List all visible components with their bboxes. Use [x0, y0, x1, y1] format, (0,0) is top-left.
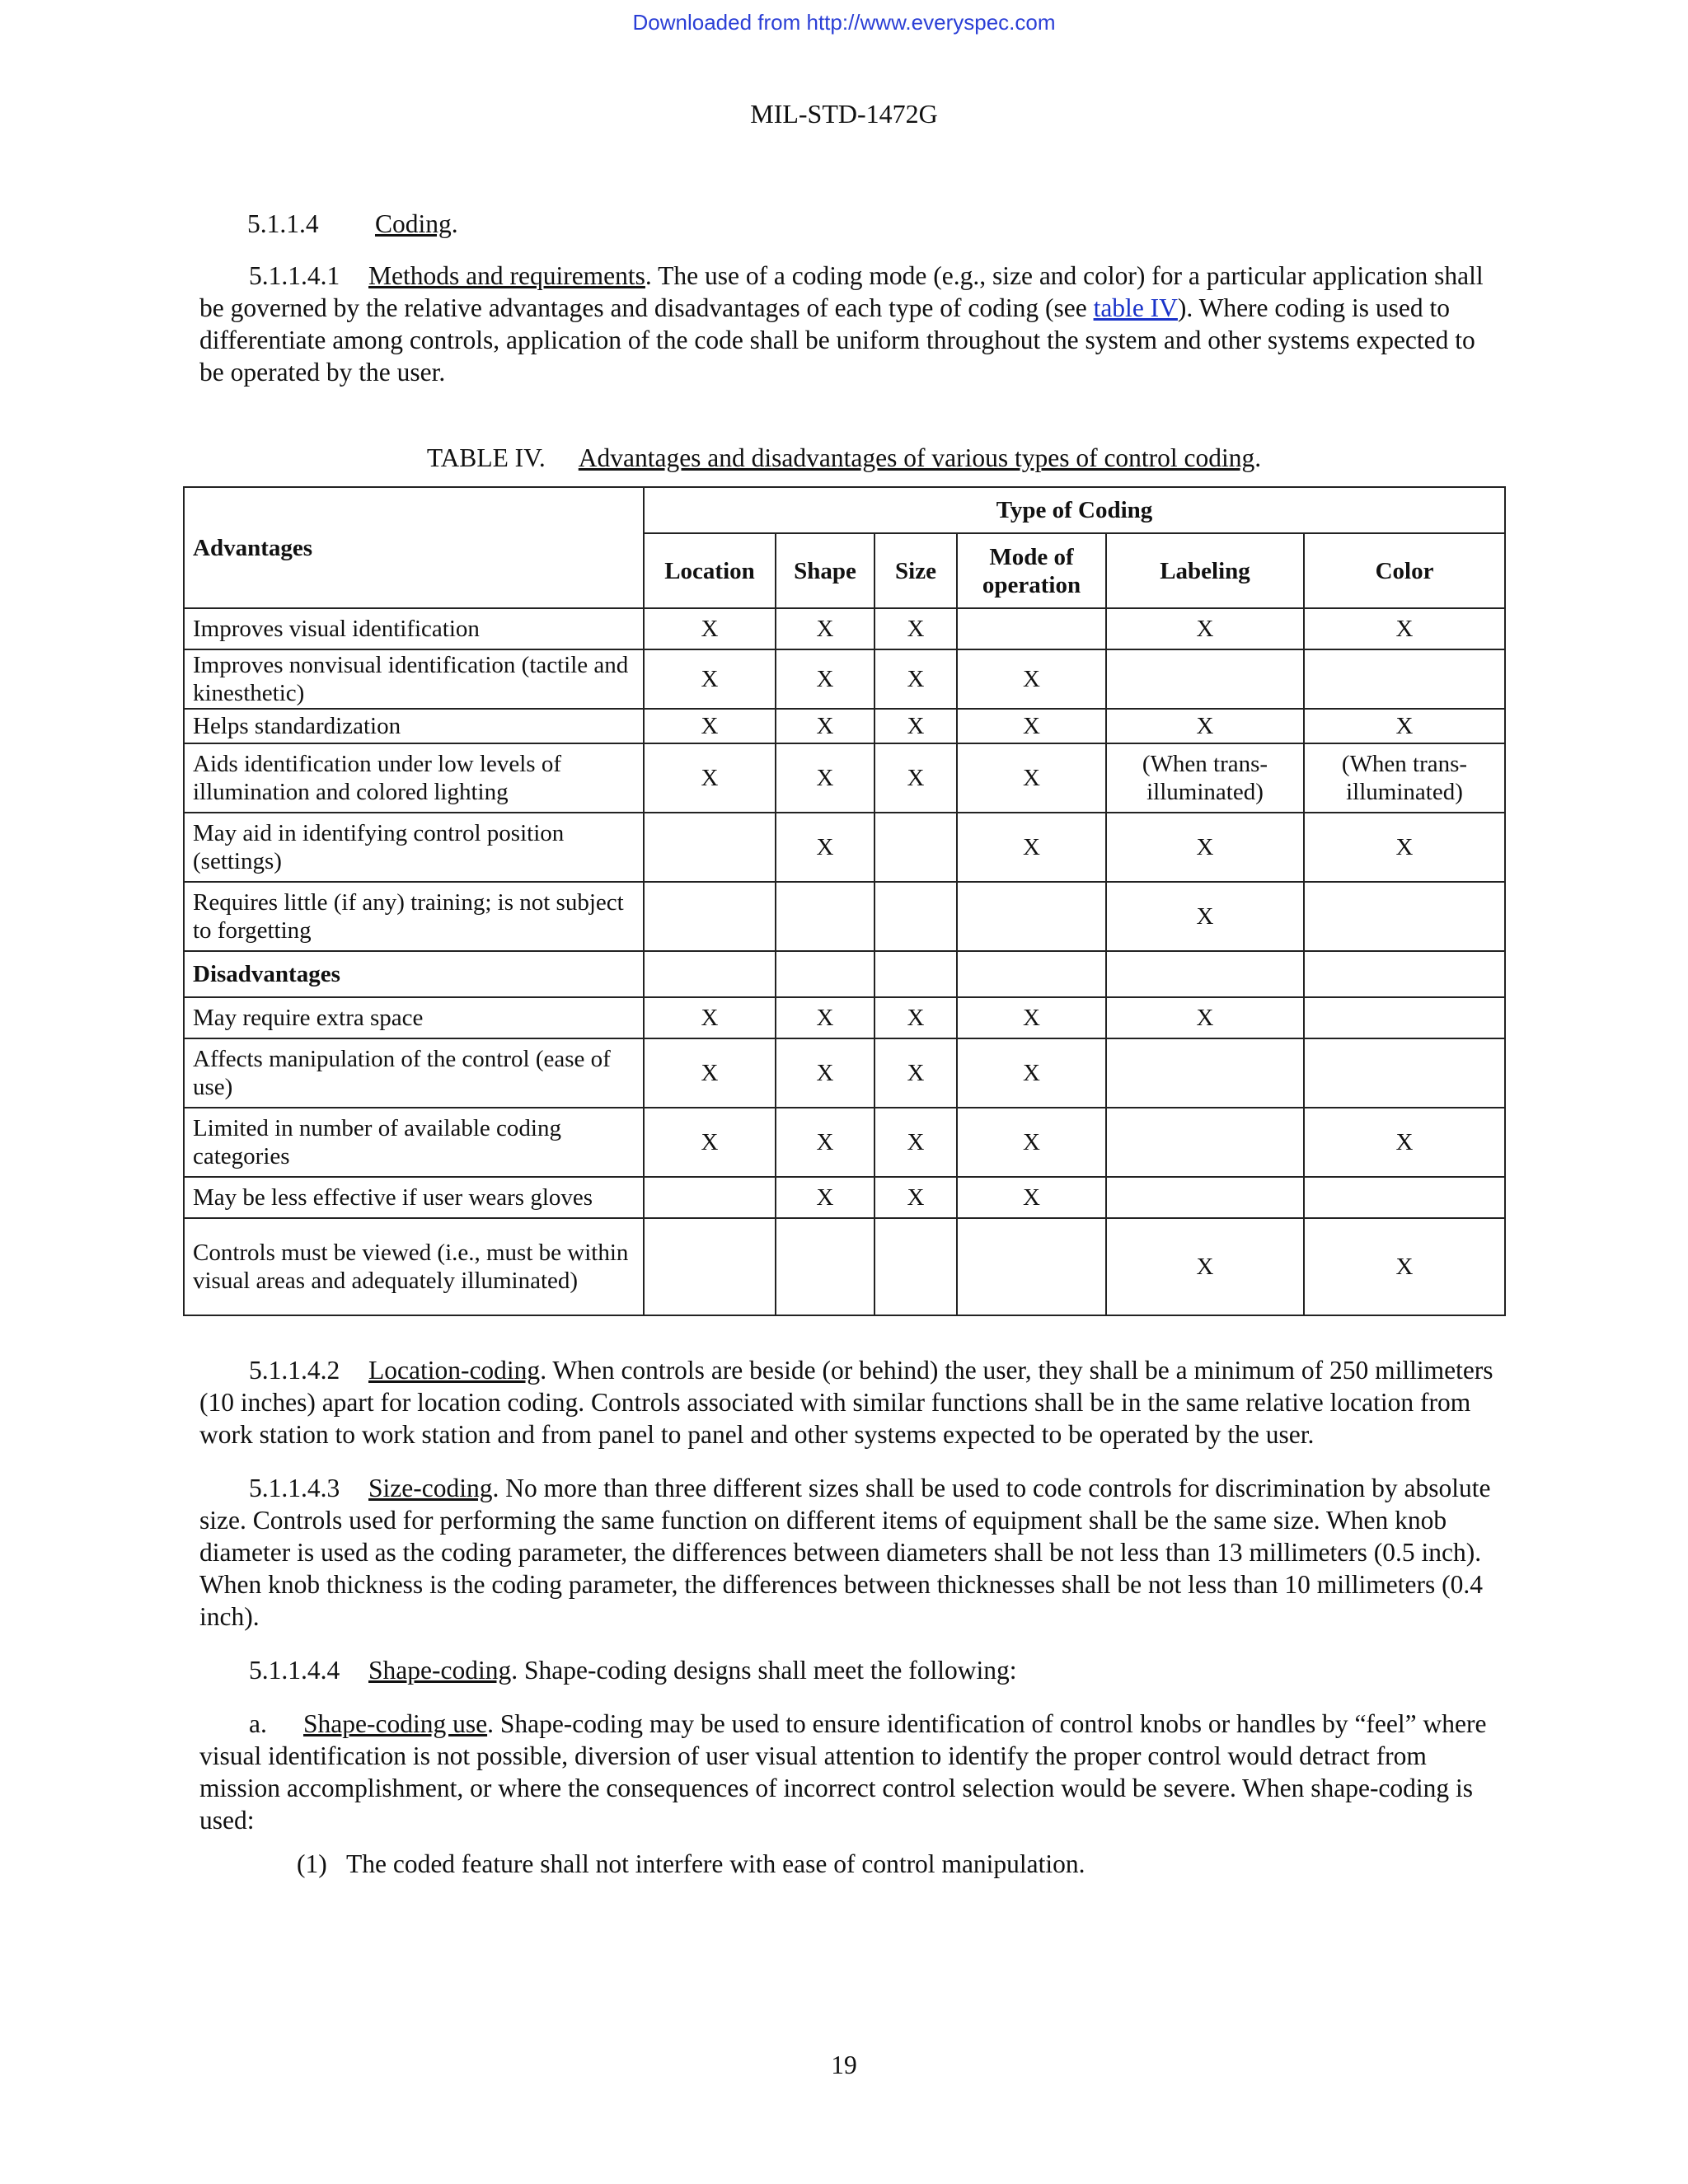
- table-cell: X: [1304, 709, 1505, 743]
- heading-5114: 5.1.1.4 Coding.: [247, 209, 458, 238]
- table-row: [184, 649, 1505, 709]
- table-cell: X: [776, 743, 874, 813]
- row-label: May be less effective if user wears gloves: [184, 1177, 644, 1218]
- table-cell: [1304, 882, 1505, 951]
- column-header: Shape: [776, 533, 874, 608]
- table-cell: X: [776, 1177, 874, 1218]
- table-cell: X: [644, 1038, 776, 1108]
- table-row: [184, 1038, 1505, 1108]
- type-of-coding-header: Type of Coding: [644, 487, 1505, 533]
- table-cell: [1304, 649, 1505, 709]
- table-cell: [957, 1218, 1106, 1315]
- table-cell: X: [1304, 608, 1505, 649]
- table-row: [184, 882, 1505, 951]
- paragraph-51143: 5.1.1.4.3 Size-coding. No more than three different sizes shall be used to code controls for discrimination by absolute size. Controls used for performing the same function on different items of equipment shall be the same size. When knob diameter is used as the coding parameter, the differences between diameters shall be not less than 13 millimeters (0.5 inch). When knob thickness is the coding parameter, the differences between thicknesses shall be not less than 10 millimeters (0.4 inch).: [199, 1474, 1491, 1631]
- table-cell: X: [957, 1108, 1106, 1177]
- row-label: Limited in number of available coding categories: [184, 1108, 644, 1177]
- table-row: [184, 1177, 1505, 1218]
- table-cell: [957, 882, 1106, 951]
- table-cell: X: [644, 649, 776, 709]
- table-cell: [874, 951, 957, 997]
- table-cell: X: [957, 813, 1106, 882]
- table-caption-title: Advantages and disadvantages of various types of control coding: [578, 443, 1255, 472]
- paragraph-title: Location-coding: [368, 1356, 541, 1385]
- table-cell: X: [776, 997, 874, 1038]
- table-cell: [1304, 1038, 1505, 1108]
- table-cell: X: [874, 1038, 957, 1108]
- table-cell: X: [776, 1108, 874, 1177]
- table-cell: [874, 882, 957, 951]
- table-cell: [776, 882, 874, 951]
- list-item-label: (1): [297, 1849, 327, 1878]
- table-cell: X: [874, 649, 957, 709]
- row-label: Aids identification under low levels of illumination and colored lighting: [184, 743, 644, 813]
- section-text-top: [199, 208, 1502, 411]
- table-row: [184, 743, 1505, 813]
- paragraph-number: 5.1.1.4.2: [249, 1356, 340, 1385]
- table-cell: [874, 813, 957, 882]
- table-row: [184, 709, 1505, 743]
- table-cell: [644, 1218, 776, 1315]
- table-cell: X: [1106, 1218, 1304, 1315]
- list-item-label: a.: [249, 1709, 267, 1738]
- table-cell: X: [1106, 997, 1304, 1038]
- paragraph-number: 5.1.1.4.1: [249, 261, 340, 290]
- paragraph-51141: 5.1.1.4.1 Methods and requirements. The use of a coding mode (e.g., size and color) for a particular application shall be governed by the relative advantages and disadvantages of each type of coding (see table IV). Where coding is used to differentiate among controls, application of the code shall be uniform throughout the system and other systems expected to be operated by the user.: [199, 261, 1484, 387]
- document-id: MIL-STD-1472G: [750, 99, 938, 129]
- paragraph-title: Methods and requirements: [368, 261, 645, 290]
- table-cell: X: [874, 1108, 957, 1177]
- table-cell: X: [776, 649, 874, 709]
- list-item-title: Shape-coding use: [303, 1709, 488, 1738]
- heading-number: 5.1.1.4: [247, 209, 319, 238]
- table-row: [184, 1108, 1505, 1177]
- table-cell: X: [1304, 813, 1505, 882]
- table-cell: X: [957, 709, 1106, 743]
- table-cell: X: [957, 1038, 1106, 1108]
- table-cell: X: [1304, 1108, 1505, 1177]
- paragraph-51144: 5.1.1.4.4 Shape-coding. Shape-coding designs shall meet the following:: [249, 1656, 1017, 1685]
- table-cell: X: [1106, 709, 1304, 743]
- column-header: Location: [644, 533, 776, 608]
- list-item-a1: (1) The coded feature shall not interfere with ease of control manipulation.: [297, 1849, 1085, 1878]
- column-header: Mode of operation: [957, 533, 1106, 608]
- heading-title: Coding: [375, 209, 452, 238]
- table-caption: TABLE IV. Advantages and disadvantages of various types of control coding.: [426, 443, 1262, 472]
- row-label: Helps standardization: [184, 709, 644, 743]
- table-cell: [874, 1218, 957, 1315]
- table-iv-link[interactable]: table IV: [1093, 293, 1178, 322]
- coding-table: [183, 486, 1506, 1316]
- table-cell: [1304, 951, 1505, 997]
- table-cell: [644, 951, 776, 997]
- table-cell: X: [874, 1177, 957, 1218]
- row-label: Controls must be viewed (i.e., must be within visual areas and adequately illuminated): [184, 1218, 644, 1315]
- table-row: [184, 997, 1505, 1038]
- table-cell: X: [957, 1177, 1106, 1218]
- column-header: Labeling: [1106, 533, 1304, 608]
- table-cell: X: [776, 813, 874, 882]
- column-header: Size: [874, 533, 957, 608]
- paragraph-title: Shape-coding: [368, 1656, 512, 1685]
- table-cell: [1106, 649, 1304, 709]
- table-cell: [957, 608, 1106, 649]
- table-cell: [776, 951, 874, 997]
- download-source-link[interactable]: Downloaded from http://www.everyspec.com: [632, 10, 1056, 35]
- paragraph-number: 5.1.1.4.3: [249, 1474, 340, 1502]
- list-item-a: a. Shape-coding use. Shape-coding may be used to ensure identification of control knobs or handles by “feel” where visual identification is not possible, diversion of user visual attention to identify the proper control would detract from mission accomplishment, or where the consequences of incorrect control selection would be severe. When shape-coding is used:: [199, 1709, 1487, 1835]
- row-label: Improves visual identification: [184, 608, 644, 649]
- table-cell: [1304, 997, 1505, 1038]
- table-cell: X: [957, 997, 1106, 1038]
- table-cell: X: [644, 608, 776, 649]
- table-cell: (When trans-illuminated): [1304, 743, 1505, 813]
- table-row: [184, 608, 1505, 649]
- table-cell: X: [644, 709, 776, 743]
- table-cell: X: [874, 709, 957, 743]
- row-label: Improves nonvisual identification (tactile and kinesthetic): [184, 649, 644, 709]
- table-cell: [1304, 1177, 1505, 1218]
- table-cell: X: [1106, 813, 1304, 882]
- table-cell: [644, 1177, 776, 1218]
- table-cell: X: [957, 743, 1106, 813]
- table-cell: [1106, 951, 1304, 997]
- paragraph-51142: 5.1.1.4.2 Location-coding. When controls are beside (or behind) the user, they shall be a minimum of 250 millimeters (10 inches) apart for location coding. Controls associated with similar functions shall be in the same relative location from work station to work station and from panel to panel and other systems expected to be operated by the user.: [199, 1356, 1493, 1449]
- table-cell: X: [957, 649, 1106, 709]
- table-cell: [1106, 1177, 1304, 1218]
- table-cell: X: [644, 997, 776, 1038]
- table-cell: X: [874, 608, 957, 649]
- table-cell: X: [776, 709, 874, 743]
- table-cell: X: [776, 608, 874, 649]
- table-cell: X: [874, 997, 957, 1038]
- page-number: 19: [831, 2050, 857, 2079]
- table-cell: [957, 951, 1106, 997]
- section-text-bottom: [199, 1354, 1502, 1901]
- row-label: May require extra space: [184, 997, 644, 1038]
- table-row: [184, 1218, 1505, 1315]
- table-row: [184, 813, 1505, 882]
- table-cell: (When trans-illuminated): [1106, 743, 1304, 813]
- table-cell: [1106, 1038, 1304, 1108]
- table-cell: [644, 813, 776, 882]
- advantages-header: Advantages: [184, 487, 644, 608]
- table-cell: X: [1106, 608, 1304, 649]
- table-cell: X: [644, 1108, 776, 1177]
- table-cell: X: [1106, 882, 1304, 951]
- table-caption-label: TABLE IV.: [426, 443, 546, 472]
- table-cell: X: [1304, 1218, 1505, 1315]
- table-row: [184, 951, 1505, 997]
- column-header: Color: [1304, 533, 1505, 608]
- section-label: Disadvantages: [184, 951, 644, 997]
- row-label: May aid in identifying control position (settings): [184, 813, 644, 882]
- table-cell: X: [874, 743, 957, 813]
- paragraph-number: 5.1.1.4.4: [249, 1656, 340, 1685]
- paragraph-title: Size-coding: [368, 1474, 493, 1502]
- row-label: Affects manipulation of the control (ease of use): [184, 1038, 644, 1108]
- table-cell: [776, 1218, 874, 1315]
- table-cell: X: [644, 743, 776, 813]
- table-cell: [644, 882, 776, 951]
- row-label: Requires little (if any) training; is not subject to forgetting: [184, 882, 644, 951]
- table-cell: [1106, 1108, 1304, 1177]
- table-cell: X: [776, 1038, 874, 1108]
